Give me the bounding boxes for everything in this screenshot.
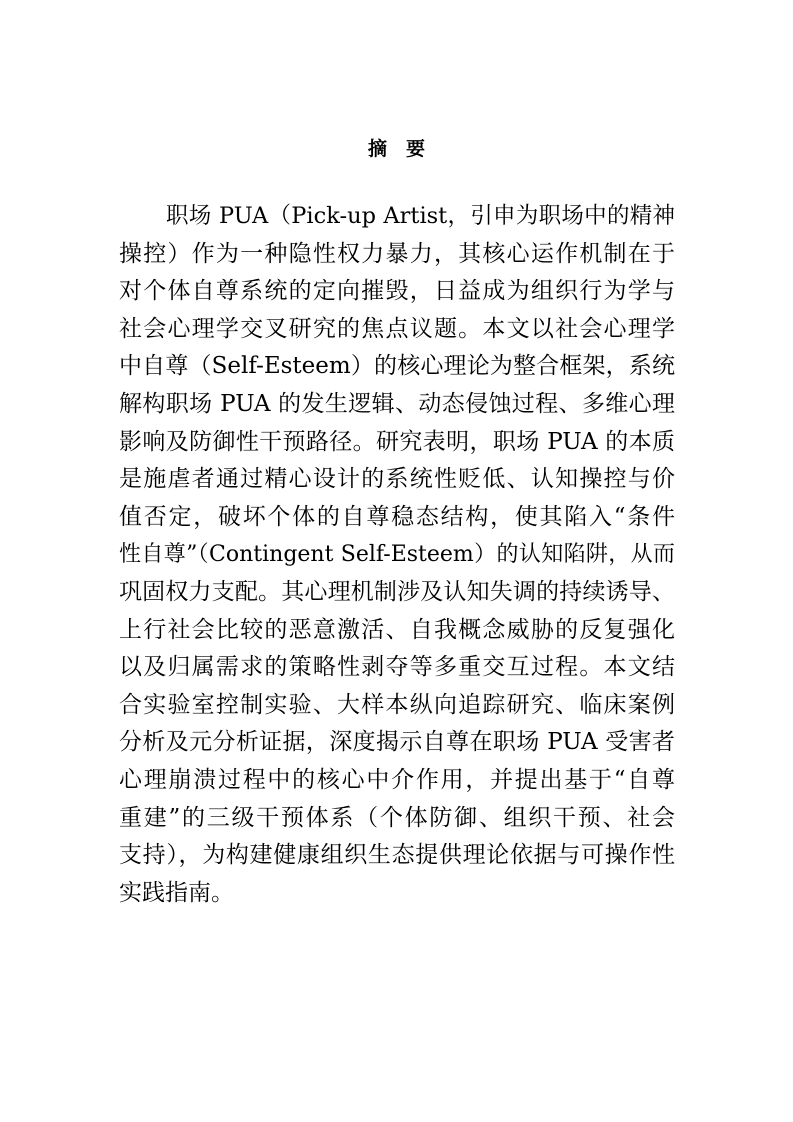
abstract-line: 中自尊（Self-Esteem）的核心理论为整合框架，系统 xyxy=(119,353,675,380)
abstract-body xyxy=(119,198,675,912)
abstract-line: 合实验室控制实验、大样本纵向追踪研究、临床案例 xyxy=(119,691,675,718)
abstract-line: 社会心理学交叉研究的焦点议题。本文以社会心理学 xyxy=(119,315,675,342)
abstract-line: 对个体自尊系统的定向摧毁，日益成为组织行为学与 xyxy=(119,278,675,305)
abstract-line: 以及归属需求的策略性剥夺等多重交互过程。本文结 xyxy=(119,654,675,681)
abstract-line: 实践指南。 xyxy=(119,879,234,906)
abstract-line: 重建”的三级干预体系（个体防御、组织干预、社会 xyxy=(119,804,675,831)
abstract-line: 分析及元分析证据，深度揭示自尊在职场 PUA 受害者 xyxy=(119,729,675,756)
abstract-line: 性自尊”（Contingent Self-Esteem）的认知陷阱，从而 xyxy=(119,542,676,568)
abstract-line: 操控）作为一种隐性权力暴力，其核心运作机制在于 xyxy=(119,240,675,267)
abstract-heading xyxy=(0,136,793,162)
abstract-heading-char-2: 要 xyxy=(406,138,426,160)
abstract-line: 上行社会比较的恶意激活、自我概念威胁的反复强化 xyxy=(119,616,675,643)
abstract-line: 支持），为构建健康组织生态提供理论依据与可操作性 xyxy=(119,842,675,869)
abstract-line: 心理崩溃过程中的核心中介作用，并提出基于“自尊 xyxy=(119,766,675,793)
abstract-line: 巩固权力支配。其心理机制涉及认知失调的持续诱导、 xyxy=(119,578,675,605)
abstract-line: 解构职场 PUA 的发生逻辑、动态侵蚀过程、多维心理 xyxy=(119,390,675,417)
abstract-line: 是施虐者通过精心设计的系统性贬低、认知操控与价 xyxy=(119,466,675,493)
abstract-line: 影响及防御性干预路径。研究表明，职场 PUA 的本质 xyxy=(119,428,675,455)
abstract-heading-char-1: 摘 xyxy=(367,138,387,160)
abstract-line: 职场 PUA（Pick-up Artist，引申为职场中的精神 xyxy=(166,203,675,229)
abstract-line: 值否定，破坏个体的自尊稳态结构，使其陷入“条件 xyxy=(119,503,675,530)
